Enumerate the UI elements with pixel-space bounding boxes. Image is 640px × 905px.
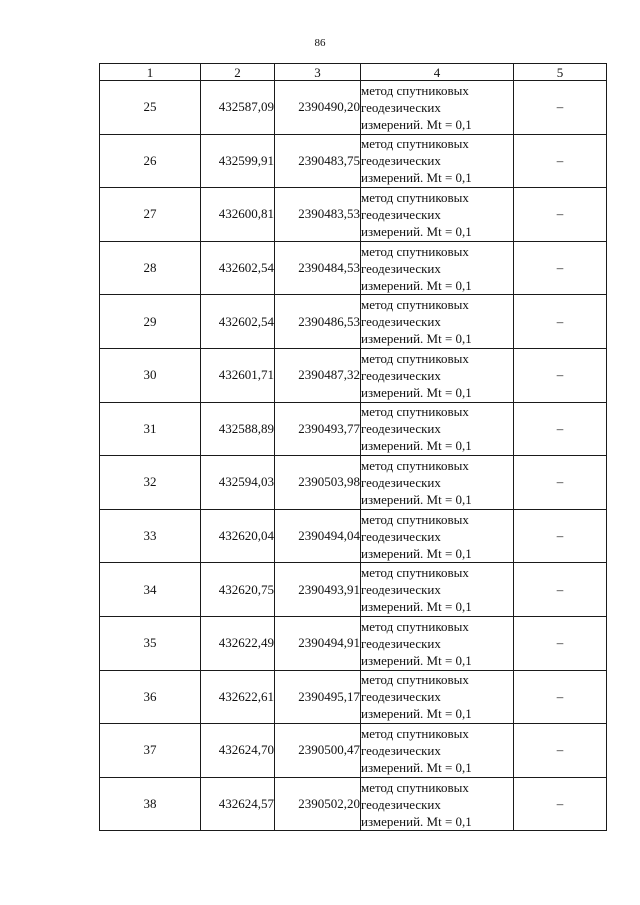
- method-line: метод спутниковых: [361, 243, 469, 259]
- method-description: [361, 348, 514, 402]
- header-col-4: 4: [361, 64, 514, 81]
- coordinate-x: 432624,57: [201, 777, 275, 831]
- coordinate-x: 432602,54: [201, 295, 275, 349]
- method-line: метод спутниковых: [361, 404, 469, 420]
- point-number: 31: [100, 402, 201, 456]
- method-line: измерений. Mt = 0,1: [361, 384, 472, 400]
- header-col-3: 3: [275, 64, 361, 81]
- method-description: [361, 295, 514, 349]
- method-line: измерений. Mt = 0,1: [361, 491, 472, 507]
- table-row: [100, 777, 607, 831]
- table-header-row: [100, 64, 607, 81]
- method-line: метод спутниковых: [361, 189, 469, 205]
- table-row: [100, 563, 607, 617]
- method-line: измерений. Mt = 0,1: [361, 277, 472, 293]
- method-line: метод спутниковых: [361, 297, 469, 313]
- table-row: [100, 348, 607, 402]
- note-dash: –: [514, 616, 607, 670]
- method-line: геодезических: [361, 582, 441, 598]
- header-col-5: 5: [514, 64, 607, 81]
- point-number: 34: [100, 563, 201, 617]
- method-line: измерений. Mt = 0,1: [361, 545, 472, 561]
- coordinate-y: 2390493,91: [275, 563, 361, 617]
- table-row: [100, 456, 607, 510]
- method-line: метод спутниковых: [361, 457, 469, 473]
- note-dash: –: [514, 402, 607, 456]
- method-line: метод спутниковых: [361, 82, 469, 98]
- method-line: геодезических: [361, 689, 441, 705]
- method-line: геодезических: [361, 206, 441, 222]
- method-line: метод спутниковых: [361, 672, 469, 688]
- method-description: [361, 188, 514, 242]
- note-dash: –: [514, 81, 607, 135]
- method-description: [361, 563, 514, 617]
- table-row: [100, 134, 607, 188]
- method-line: измерений. Mt = 0,1: [361, 759, 472, 775]
- point-number: 29: [100, 295, 201, 349]
- point-number: 26: [100, 134, 201, 188]
- table-row: [100, 81, 607, 135]
- method-line: метод спутниковых: [361, 779, 469, 795]
- note-dash: –: [514, 456, 607, 510]
- method-description: [361, 509, 514, 563]
- coordinate-y: 2390494,91: [275, 616, 361, 670]
- method-line: метод спутниковых: [361, 350, 469, 366]
- method-line: измерений. Mt = 0,1: [361, 599, 472, 615]
- table-body: [100, 81, 607, 831]
- table-row: [100, 241, 607, 295]
- note-dash: –: [514, 563, 607, 617]
- note-dash: –: [514, 724, 607, 778]
- method-line: метод спутниковых: [361, 565, 469, 581]
- coordinate-x: 432602,54: [201, 241, 275, 295]
- method-line: геодезических: [361, 528, 441, 544]
- point-number: 33: [100, 509, 201, 563]
- coordinate-x: 432622,49: [201, 616, 275, 670]
- coordinate-y: 2390483,75: [275, 134, 361, 188]
- coordinate-x: 432601,71: [201, 348, 275, 402]
- method-line: измерений. Mt = 0,1: [361, 652, 472, 668]
- coordinate-y: 2390502,20: [275, 777, 361, 831]
- method-line: метод спутниковых: [361, 725, 469, 741]
- table-row: [100, 295, 607, 349]
- note-dash: –: [514, 295, 607, 349]
- coordinate-y: 2390494,04: [275, 509, 361, 563]
- coordinate-x: 432620,04: [201, 509, 275, 563]
- point-number: 27: [100, 188, 201, 242]
- method-line: измерений. Mt = 0,1: [361, 813, 472, 829]
- coordinate-x: 432587,09: [201, 81, 275, 135]
- method-line: геодезических: [361, 421, 441, 437]
- method-line: геодезических: [361, 153, 441, 169]
- point-number: 30: [100, 348, 201, 402]
- method-line: геодезических: [361, 99, 441, 115]
- coordinate-y: 2390495,17: [275, 670, 361, 724]
- method-line: измерений. Mt = 0,1: [361, 331, 472, 347]
- method-description: [361, 456, 514, 510]
- method-line: измерений. Mt = 0,1: [361, 223, 472, 239]
- coordinate-x: 432624,70: [201, 724, 275, 778]
- method-line: измерений. Mt = 0,1: [361, 170, 472, 186]
- coordinate-y: 2390490,20: [275, 81, 361, 135]
- method-description: [361, 777, 514, 831]
- coordinate-y: 2390503,98: [275, 456, 361, 510]
- coordinate-y: 2390486,53: [275, 295, 361, 349]
- method-description: [361, 616, 514, 670]
- method-line: измерений. Mt = 0,1: [361, 116, 472, 132]
- method-line: измерений. Mt = 0,1: [361, 706, 472, 722]
- header-col-1: 1: [100, 64, 201, 81]
- method-line: метод спутниковых: [361, 136, 469, 152]
- page-number: 86: [314, 37, 326, 49]
- note-dash: –: [514, 188, 607, 242]
- method-line: геодезических: [361, 474, 441, 490]
- method-description: [361, 670, 514, 724]
- point-number: 28: [100, 241, 201, 295]
- coordinate-y: 2390493,77: [275, 402, 361, 456]
- point-number: 36: [100, 670, 201, 724]
- coordinate-x: 432588,89: [201, 402, 275, 456]
- note-dash: –: [514, 670, 607, 724]
- table-row: [100, 509, 607, 563]
- method-line: геодезических: [361, 796, 441, 812]
- coordinate-x: 432622,61: [201, 670, 275, 724]
- coordinate-y: 2390487,32: [275, 348, 361, 402]
- point-number: 38: [100, 777, 201, 831]
- method-line: геодезических: [361, 742, 441, 758]
- coordinate-y: 2390484,53: [275, 241, 361, 295]
- table-row: [100, 402, 607, 456]
- table-row: [100, 724, 607, 778]
- method-line: геодезических: [361, 314, 441, 330]
- method-description: [361, 134, 514, 188]
- method-description: [361, 241, 514, 295]
- method-line: измерений. Mt = 0,1: [361, 438, 472, 454]
- coordinate-x: 432600,81: [201, 188, 275, 242]
- table-row: [100, 616, 607, 670]
- table-row: [100, 188, 607, 242]
- method-description: [361, 402, 514, 456]
- method-line: геодезических: [361, 635, 441, 651]
- note-dash: –: [514, 348, 607, 402]
- method-description: [361, 81, 514, 135]
- method-line: геодезических: [361, 260, 441, 276]
- point-number: 25: [100, 81, 201, 135]
- note-dash: –: [514, 241, 607, 295]
- method-description: [361, 724, 514, 778]
- coordinate-x: 432594,03: [201, 456, 275, 510]
- table-row: [100, 670, 607, 724]
- method-line: метод спутниковых: [361, 618, 469, 634]
- method-line: геодезических: [361, 367, 441, 383]
- point-number: 37: [100, 724, 201, 778]
- note-dash: –: [514, 509, 607, 563]
- point-number: 32: [100, 456, 201, 510]
- header-col-2: 2: [201, 64, 275, 81]
- coordinate-x: 432620,75: [201, 563, 275, 617]
- coordinate-x: 432599,91: [201, 134, 275, 188]
- method-line: метод спутниковых: [361, 511, 469, 527]
- coordinate-y: 2390500,47: [275, 724, 361, 778]
- note-dash: –: [514, 134, 607, 188]
- note-dash: –: [514, 777, 607, 831]
- coordinates-table: [99, 63, 607, 831]
- coordinate-y: 2390483,53: [275, 188, 361, 242]
- point-number: 35: [100, 616, 201, 670]
